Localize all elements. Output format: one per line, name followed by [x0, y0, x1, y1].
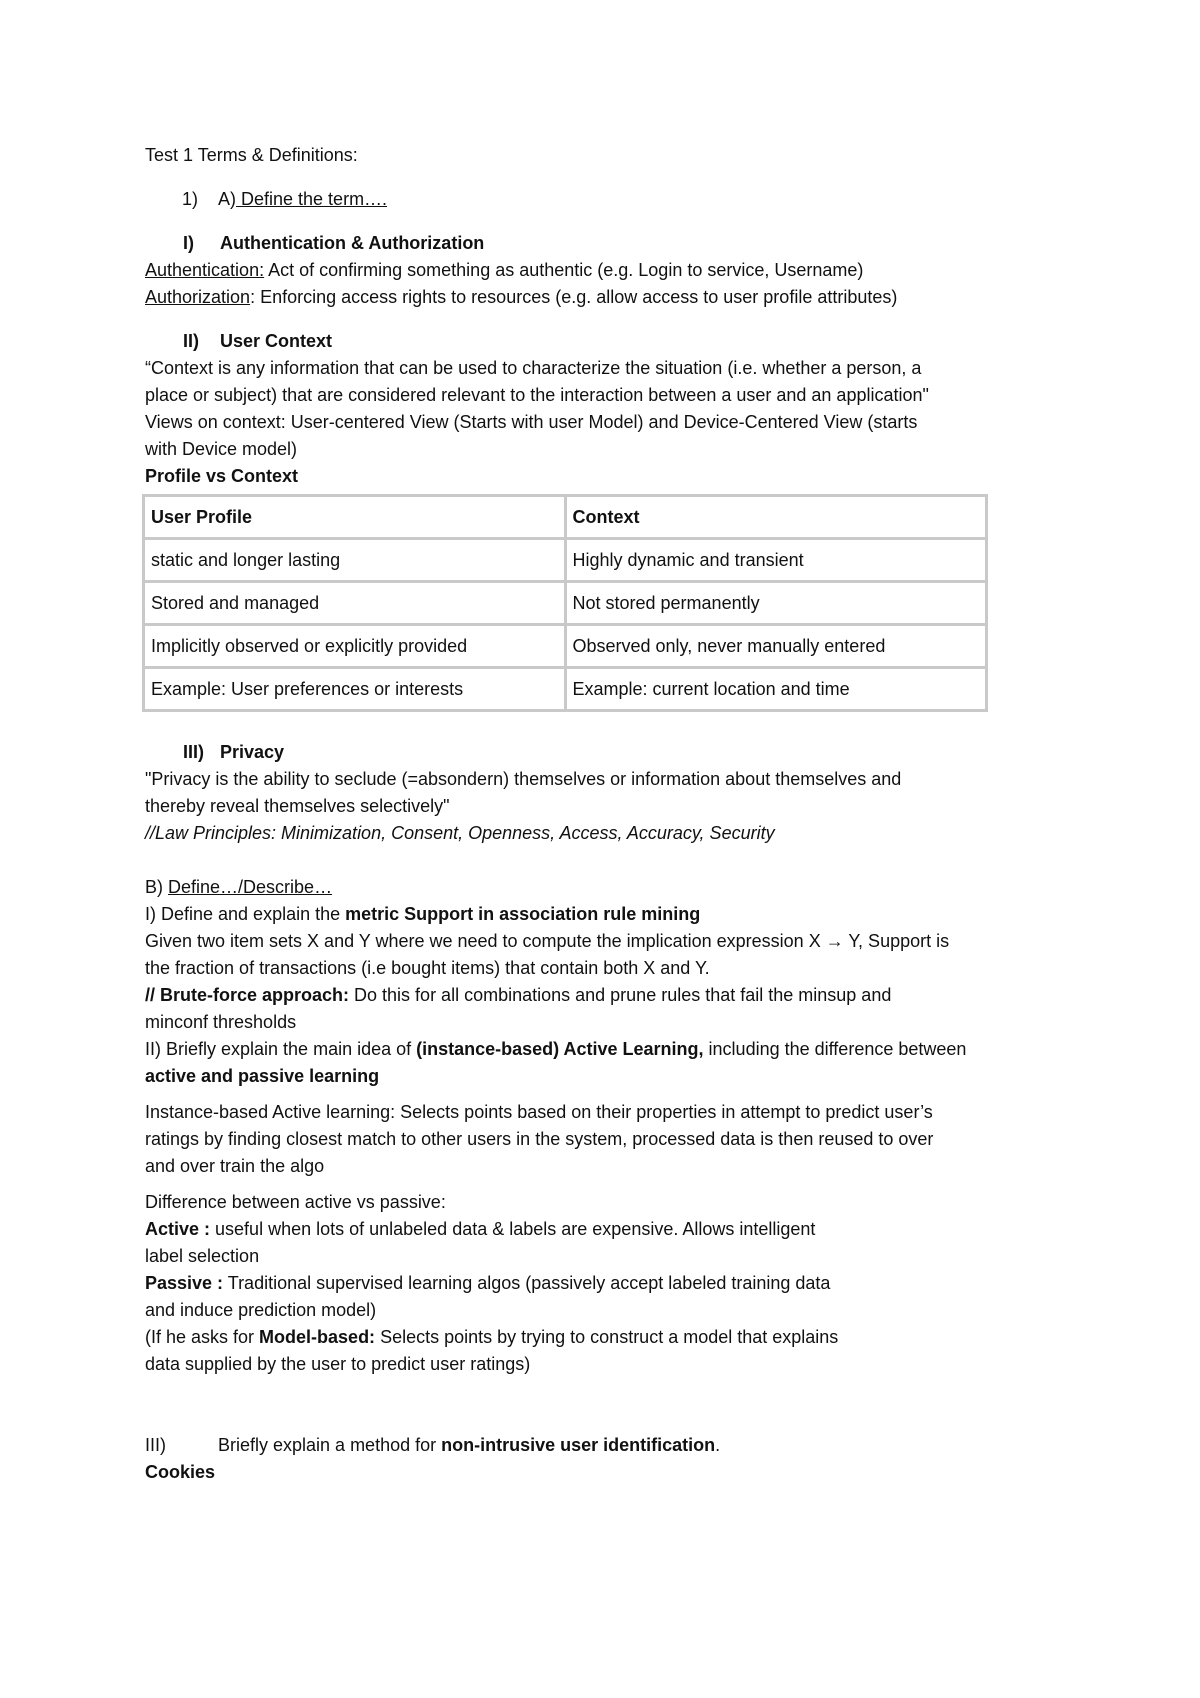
question-identification	[145, 1432, 1095, 1459]
privacy-quote-line-1: "Privacy is the ability to seclude (=absondern) themselves or information about themselves and	[145, 769, 902, 789]
brute-force-text: Do this for all combinations and prune rules that fail the minsup and	[349, 985, 892, 1005]
context-quote-line-2: place or subject) that are considered relevant to the interaction between a user and an application"	[145, 385, 929, 405]
active-line-1	[145, 1216, 1095, 1243]
model-based-term: Model-based:	[259, 1327, 376, 1347]
question-support-topic: metric Support in association rule mining	[345, 904, 701, 924]
privacy-quote-line-2: thereby reveal themselves selectively"	[145, 796, 450, 816]
context-title: User Context	[220, 331, 333, 351]
table-row	[144, 539, 987, 582]
authorization-definition	[145, 284, 1095, 311]
active-answer-line-1: Instance-based Active learning: Selects points based on their properties in attempt to predict user’s	[145, 1102, 933, 1122]
privacy-heading	[145, 739, 1095, 766]
context-views-line-1: Views on context: User-centered View (Starts with user Model) and Device-Centered View (starts	[145, 412, 918, 432]
question-active-topic: (instance-based) Active Learning,	[416, 1039, 704, 1059]
brute-force-line-1	[145, 982, 1095, 1009]
table-header-cell: User Profile	[144, 496, 566, 539]
passive-text: Traditional supervised learning algos (passively accept labeled training data	[223, 1273, 831, 1293]
auth-marker: I)	[183, 233, 194, 253]
privacy-principles: //Law Principles: Minimization, Consent, Openness, Access, Accuracy, Security	[145, 823, 775, 843]
support-answer-line-2: the fraction of transactions (i.e bought items) that contain both X and Y.	[145, 958, 710, 978]
authentication-term: Authentication:	[145, 260, 265, 280]
table-cell: Not stored permanently	[565, 582, 987, 625]
model-based-line-2: data supplied by the user to predict user ratings)	[145, 1354, 531, 1374]
table-cell: Example: current location and time	[565, 668, 987, 711]
table-header-row	[144, 496, 987, 539]
part-a-text: Define the term….	[236, 189, 388, 209]
profile-context-table	[142, 494, 988, 712]
auth-heading	[145, 230, 1095, 257]
context-marker: II)	[183, 331, 199, 351]
authorization-term: Authorization	[145, 287, 251, 307]
model-based-text: Selects points by trying to construct a model that explains	[375, 1327, 839, 1347]
brute-force-line-2: minconf thresholds	[145, 1012, 297, 1032]
table-cell: Example: User preferences or interests	[144, 668, 566, 711]
table-row	[144, 582, 987, 625]
passive-term: Passive :	[145, 1273, 224, 1293]
part-a-number: 1)	[182, 189, 199, 209]
question-support	[145, 901, 1095, 928]
document-title: Test 1 Terms & Definitions:	[145, 145, 358, 165]
profile-vs-context-title: Profile vs Context	[145, 466, 299, 486]
active-text: useful when lots of unlabeled data & labels are expensive. Allows intelligent	[210, 1219, 816, 1239]
question-identification-suffix: .	[715, 1435, 721, 1455]
part-b-heading	[145, 874, 1095, 901]
model-based-line-1	[145, 1324, 1095, 1351]
brute-force-term: // Brute-force approach:	[145, 985, 350, 1005]
question-identification-marker: III)	[145, 1435, 166, 1455]
active-line-2: label selection	[145, 1246, 260, 1266]
passive-line-2: and induce prediction model)	[145, 1300, 377, 1320]
question-active-prefix: II) Briefly explain the main idea of	[145, 1039, 417, 1059]
question-support-prefix: I) Define and explain the	[145, 904, 346, 924]
table-cell: static and longer lasting	[144, 539, 566, 582]
part-a-heading	[145, 186, 1095, 213]
identification-answer: Cookies	[145, 1462, 216, 1482]
privacy-marker: III)	[183, 742, 204, 762]
table-row	[144, 668, 987, 711]
authentication-definition	[145, 257, 1095, 284]
active-answer-line-2: ratings by finding closest match to other users in the system, processed data is then reused to over	[145, 1129, 934, 1149]
context-heading	[145, 328, 1095, 355]
active-term: Active :	[145, 1219, 211, 1239]
part-b-label: B)	[145, 877, 169, 897]
table-row	[144, 625, 987, 668]
context-quote-line-1: “Context is any information that can be used to characterize the situation (i.e. whether a person, a	[145, 358, 922, 378]
table-cell: Observed only, never manually entered	[565, 625, 987, 668]
question-active-learning-line-1	[145, 1036, 1095, 1063]
passive-line-1	[145, 1270, 1095, 1297]
support-answer-line-1: Given two item sets X and Y where we need to compute the implication expression X → Y, Support is	[145, 931, 950, 951]
context-views-line-2: with Device model)	[145, 439, 298, 459]
table-cell: Highly dynamic and transient	[565, 539, 987, 582]
question-identification-topic: non-intrusive user identification	[441, 1435, 716, 1455]
question-active-middle: including the difference between	[703, 1039, 967, 1059]
part-b-text: Define…/Describe…	[168, 877, 333, 897]
question-active-learning-line-2: active and passive learning	[145, 1066, 380, 1086]
authorization-text: : Enforcing access rights to resources (e.g. allow access to user profile attributes)	[250, 287, 898, 307]
model-based-prefix: (If he asks for	[145, 1327, 260, 1347]
table-cell: Implicitly observed or explicitly provided	[144, 625, 566, 668]
part-a-label: A)	[218, 189, 236, 209]
table-cell: Stored and managed	[144, 582, 566, 625]
difference-title: Difference between active vs passive:	[145, 1192, 446, 1212]
document-page	[145, 142, 1095, 1486]
question-identification-prefix: Briefly explain a method for	[218, 1435, 442, 1455]
table-header-cell: Context	[565, 496, 987, 539]
auth-title: Authentication & Authorization	[220, 233, 485, 253]
privacy-title: Privacy	[220, 742, 285, 762]
active-answer-line-3: and over train the algo	[145, 1156, 325, 1176]
authentication-text: Act of confirming something as authentic (e.g. Login to service, Username)	[264, 260, 864, 280]
